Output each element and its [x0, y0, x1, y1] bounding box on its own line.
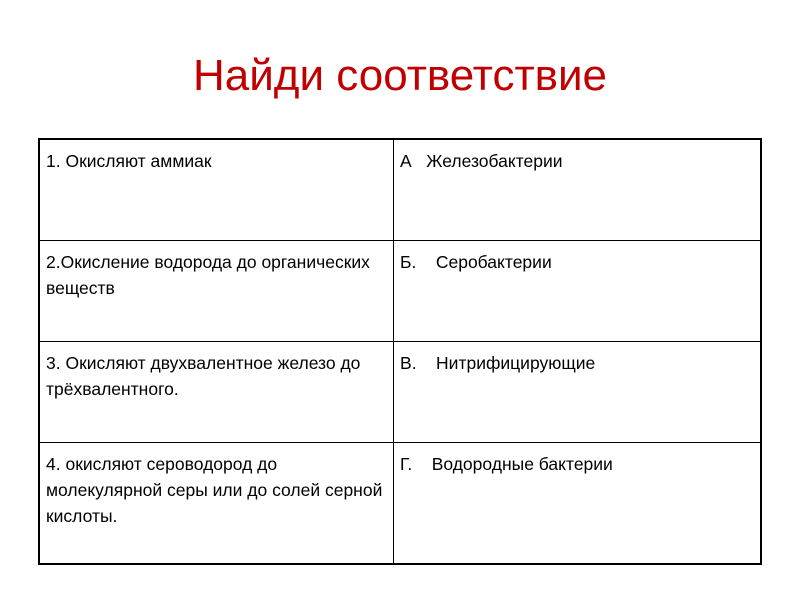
left-cell: 1. Окисляют аммиак	[39, 139, 394, 241]
right-cell: В. Нитрифицирующие	[394, 342, 761, 443]
table-row	[39, 139, 761, 241]
right-cell: Г. Водородные бактерии	[394, 443, 761, 565]
right-cell: А Железобактерии	[394, 139, 761, 241]
left-cell: 2.Окисление водорода до органических веществ	[39, 241, 394, 342]
page-title: Найди соответствие	[192, 51, 608, 100]
table-row	[39, 342, 761, 443]
matching-table	[38, 138, 762, 565]
table-row	[39, 443, 761, 565]
table-row	[39, 241, 761, 342]
left-cell: 3. Окисляют двухвалентное железо до трёхвалентного.	[39, 342, 394, 443]
left-cell: 4. окисляют сероводород до молекулярной серы или до солей серной кислоты.	[39, 443, 394, 565]
right-cell: Б. Серобактерии	[394, 241, 761, 342]
